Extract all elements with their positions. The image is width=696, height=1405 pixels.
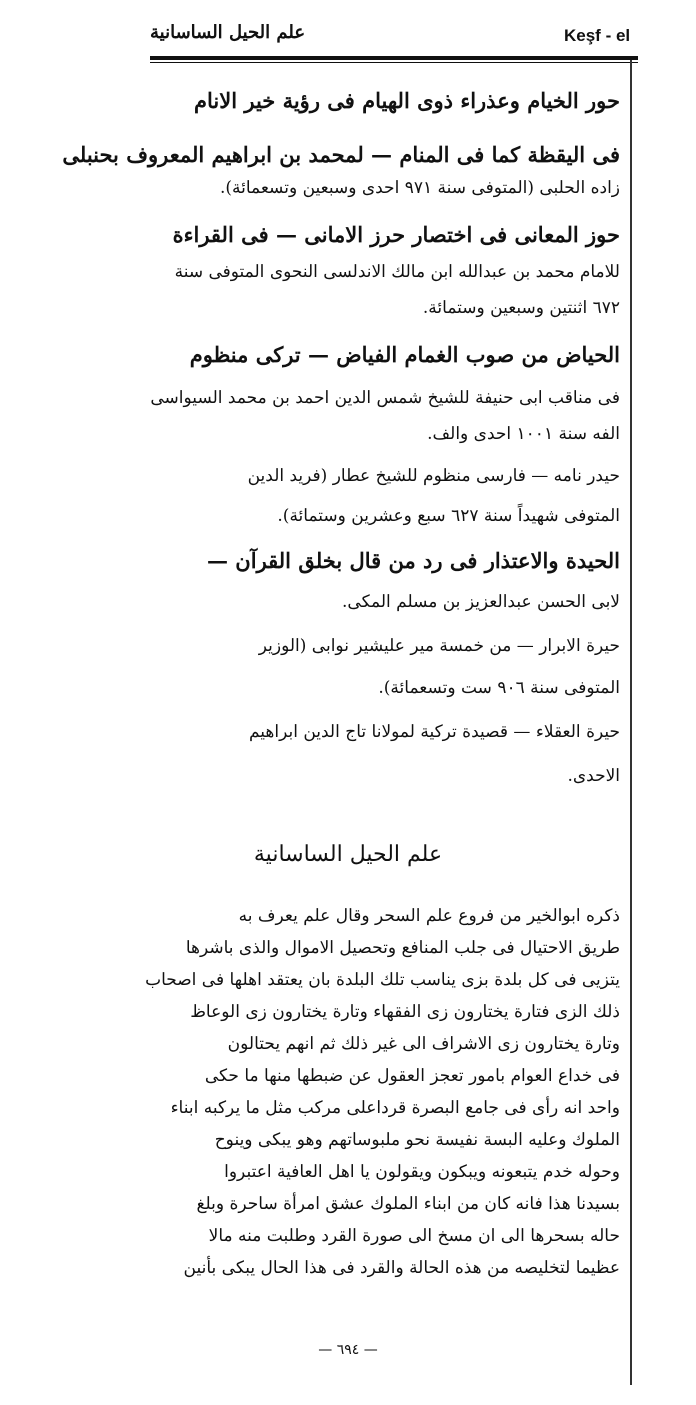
entry-line: حيدر نامه — فارسى منظوم للشيخ عطار (فريد الدين (247, 466, 620, 486)
entry-line: ٦٧٢ اثنتين وسبعين وستمائة. (422, 298, 620, 318)
section-line: ذكره ابوالخير من فروع علم السحر وقال علم يعرف به (238, 906, 620, 926)
page-number: — ٦٩٤ — (318, 1342, 378, 1358)
section-line: الملوك وعليه البسة نفيسة نحو ملبوساتهم وهو يبكى وينوح (214, 1130, 620, 1150)
entry-line: الاحدى. (567, 766, 620, 786)
section-line: وتارة يختارون زى الاشراف الى غير ذلك ثم انهم يحتالون (227, 1034, 620, 1054)
section-line: فى خداع العوام بامور تعجز العقول عن ضبطها منها ما حكى (204, 1066, 620, 1086)
header-rule-thin (150, 62, 638, 63)
section-line: حاله بسحرها الى ان مسخ الى صورة القرد وطلبت منه مالا (208, 1226, 620, 1246)
entry-line: فى مناقب ابى حنيفة للشيخ شمس الدين احمد بن محمد السيواسى (150, 388, 620, 408)
entry-line: حور الخيام وعذراء ذوى الهيام فى رؤية خير الانام (194, 88, 620, 113)
header-left-text: Keşf - el (564, 26, 631, 45)
section-line: واحد انه رأى فى جامع البصرة قرداعلى مركب مثل ما يركبه ابناء (170, 1098, 620, 1118)
entry-line: الحياض من صوب الغمام الفياض — تركى منظوم (189, 342, 620, 367)
entry-line: الحيدة والاعتذار فى رد من قال بخلق القرآن — (207, 548, 620, 573)
section-line: بسيدنا هذا فانه كان من ابناء الملوك عشق امرأة ساحرة وبلغ (196, 1194, 620, 1214)
entry-line: حوز المعانى فى اختصار حرز الامانى — فى القراءة (172, 222, 620, 247)
header-rule-thick (150, 56, 638, 60)
section-line: ذلك الزى فتارة يختارون زى الفقهاء وتارة يختارون زى الوعاظ (190, 1002, 620, 1022)
margin-rule (630, 60, 632, 1385)
section-line: يتزيى فى كل بلدة بزى يناسب تلك البلدة بان يعتقد اهلها فى اصحاب (145, 970, 620, 990)
section-line: وحوله خدم يتبعونه ويبكون ويقولون يا اهل العافية اعتبروا (224, 1162, 620, 1182)
entry-line: فى اليقظة كما فى المنام — لمحمد بن ابراهيم المعروف بحنبلى (62, 142, 620, 167)
entry-line: الفه سنة ١٠٠١ احدى والف. (427, 424, 620, 444)
section-line: طريق الاحتيال فى جلب المنافع وتحصيل الاموال والذى باشرها (185, 938, 620, 958)
entry-line: المتوفى سنة ٩٠٦ ست وتسعمائة). (378, 678, 620, 698)
entry-line: حيرة العقلاء — قصيدة تركية لمولانا تاج الدين ابراهيم (248, 722, 620, 742)
entry-line: حيرة الابرار — من خمسة مير عليشير نوابى (الوزير (258, 636, 620, 656)
running-header (150, 18, 638, 54)
section-line: عظيما لتخليصه من هذه الحالة والقرد فى هذا الحال يبكى بأنين (183, 1258, 620, 1278)
entry-line: زاده الحلبى (المتوفى سنة ٩٧١ احدى وسبعين وتسعمائة). (219, 178, 620, 198)
entry-line: للامام محمد بن عبدالله ابن مالك الاندلسى النحوى المتوفى سنة (174, 262, 620, 282)
header-right-text: علم الحيل الساسانية (150, 22, 306, 43)
entry-line: المتوفى شهيداً سنة ٦٢٧ سبع وعشرين وستمائة). (277, 506, 620, 526)
entry-line: لابى الحسن عبدالعزيز بن مسلم المكى. (342, 592, 620, 612)
section-title: علم الحيل الساسانية (253, 842, 443, 867)
